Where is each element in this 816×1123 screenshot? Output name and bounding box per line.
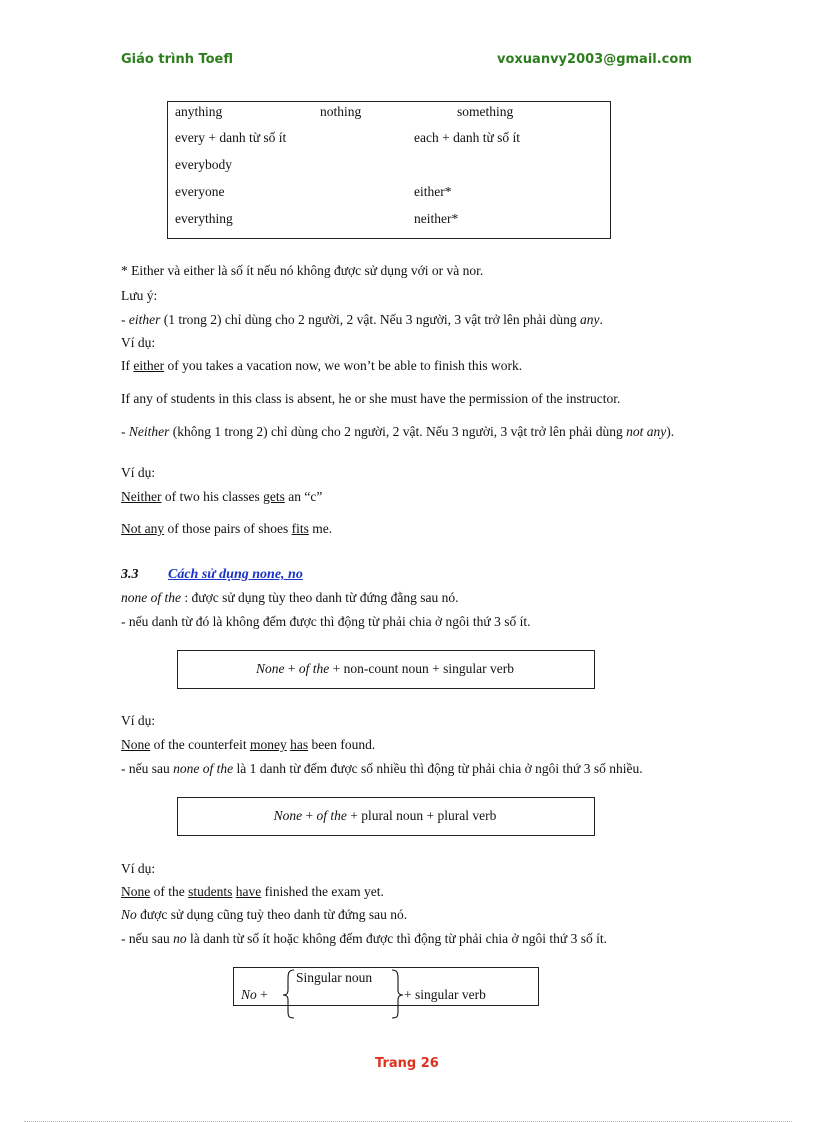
formula-text: None + of the + non-count noun + singular verb xyxy=(256,661,514,676)
table-cell: neither* xyxy=(414,211,459,226)
table-cell: every + danh từ số ít xyxy=(175,130,287,145)
note-heading: Lưu ý: xyxy=(121,288,158,303)
rule-text: - nếu sau none of the là 1 danh từ đếm được số nhiều thì động từ phải chia ở ngôi thứ 3 số nhiều. xyxy=(121,761,643,776)
table-cell: everything xyxy=(175,211,233,226)
example-label: Ví dụ: xyxy=(121,713,156,728)
table-cell: anything xyxy=(175,104,223,119)
table-cell: each + danh từ số ít xyxy=(414,130,521,145)
rule-text: - nếu sau no là danh từ số ít hoặc không đếm được thì động từ phải chia ở ngôi thứ 3 số ít. xyxy=(121,931,607,946)
formula-box xyxy=(233,967,539,1006)
table-cell: either* xyxy=(414,184,452,199)
header-email: voxuanvy2003@gmail.com xyxy=(497,52,692,67)
example-sentence: None of the counterfeit money has been found. xyxy=(121,737,376,752)
section-title-link[interactable]: Cách sử dụng none, no xyxy=(168,567,303,582)
right-brace-icon xyxy=(390,968,404,1020)
example-label: Ví dụ: xyxy=(121,465,156,480)
either-rule: - either (1 trong 2) chỉ dùng cho 2 người, 2 vật. Nếu 3 người, 3 vật trở lên phải dùng any. xyxy=(121,312,603,327)
example-label: Ví dụ: xyxy=(121,861,156,876)
table-cell: everybody xyxy=(175,157,232,172)
neither-rule: - Neither (không 1 trong 2) chỉ dùng cho 2 người, 2 vật. Nếu 3 người, 3 vật trở lên phải dùng not any). xyxy=(121,424,675,439)
none-of-the-intro: none of the : được sử dụng tùy theo danh từ đứng đằng sau nó. xyxy=(121,590,459,605)
example-sentence: None of the students have finished the exam yet. xyxy=(121,884,384,899)
example-sentence: If any of students in this class is absent, he or she must have the permission of the instructor. xyxy=(121,391,621,406)
no-intro: No được sử dụng cũng tuỳ theo danh từ đứng sau nó. xyxy=(121,907,408,922)
example-sentence: Not any of those pairs of shoes fits me. xyxy=(121,521,333,536)
table-cell: something xyxy=(457,104,514,119)
left-brace-icon xyxy=(282,968,296,1020)
formula-text: Singular noun xyxy=(296,970,373,985)
footer-divider xyxy=(24,1121,792,1122)
formula-text: No + xyxy=(241,987,268,1002)
note-star: * Either và either là số ít nếu nó không được sử dụng với or và nor. xyxy=(121,263,484,278)
section-number: 3.3 xyxy=(121,567,139,582)
example-sentence: Neither of two his classes gets an “c” xyxy=(121,489,323,504)
rule-text: - nếu danh từ đó là không đếm được thì động từ phải chia ở ngôi thứ 3 số ít. xyxy=(121,614,531,629)
example-label: Ví dụ: xyxy=(121,335,156,350)
formula-text: + singular verb xyxy=(404,987,486,1002)
table-cell: everyone xyxy=(175,184,225,199)
example-sentence: If either of you takes a vacation now, we won’t be able to finish this work. xyxy=(121,358,523,373)
table-cell: nothing xyxy=(320,104,362,119)
pronoun-table xyxy=(167,101,611,239)
page-number: Trang 26 xyxy=(375,1056,439,1071)
formula-text: None + of the + plural noun + plural verb xyxy=(273,808,497,823)
header-title: Giáo trình Toefl xyxy=(121,52,233,67)
